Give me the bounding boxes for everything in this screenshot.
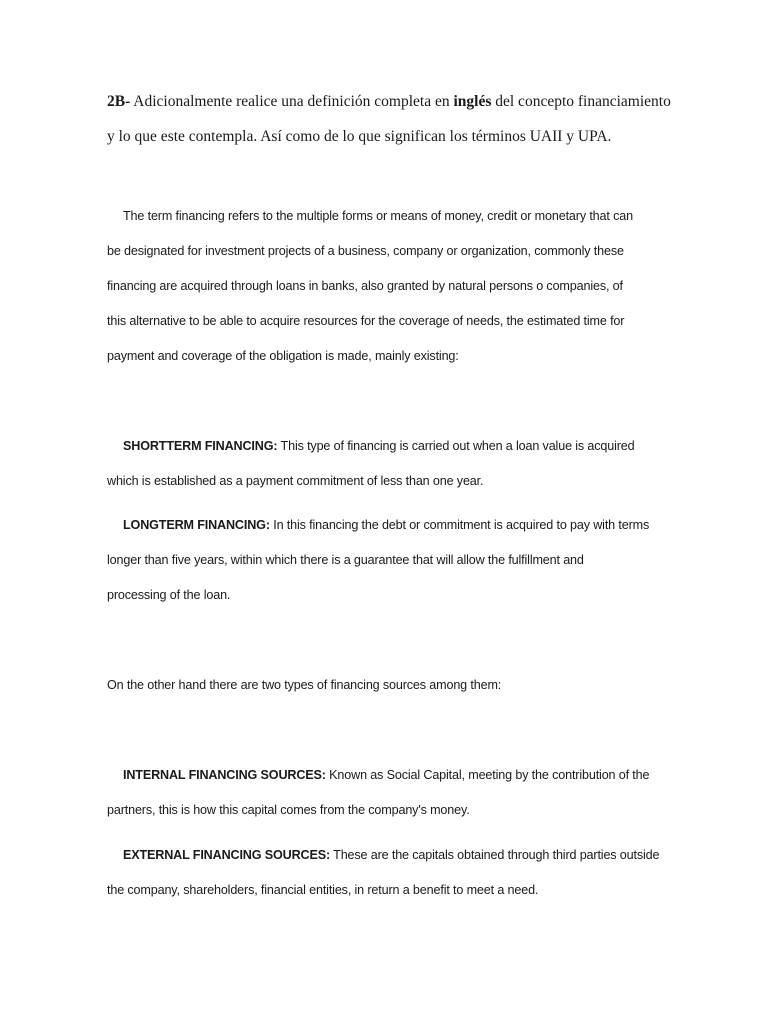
intro-line: this alternative to be able to acquire resources for the coverage of needs, the estimated time for [107, 314, 625, 328]
external-label: EXTERNAL FINANCING SOURCES: [123, 848, 331, 862]
emphasis-ingles: inglés [453, 93, 492, 110]
question-label: 2B- [107, 93, 131, 110]
longterm-label: LONGTERM FINANCING: [123, 518, 270, 532]
internal-line-2: partners, this is how this capital comes from the company's money. [107, 803, 470, 817]
shortterm-line-1: SHORTTERM FINANCING: This type of financing is carried out when a loan value is acquired [123, 439, 635, 453]
longterm-line-2: longer than five years, within which there is a guarantee that will allow the fulfillment and [107, 553, 584, 567]
question-line-2: y lo que este contempla. Así como de lo que significan los términos UAII y UPA. [107, 128, 612, 145]
external-line-2: the company, shareholders, financial entities, in return a benefit to meet a need. [107, 883, 539, 897]
intro-line: financing are acquired through loans in banks, also granted by natural persons o companies, of [107, 279, 623, 293]
longterm-line-1: LONGTERM FINANCING: In this financing the debt or commitment is acquired to pay with terms [123, 518, 650, 532]
question-line-1: 2B- Adicionalmente realice una definición completa en inglés del concepto financiamiento [107, 93, 671, 110]
sources-intro: On the other hand there are two types of financing sources among them: [107, 678, 502, 692]
internal-label: INTERNAL FINANCING SOURCES: [123, 768, 326, 782]
shortterm-line-2: which is established as a payment commitment of less than one year. [107, 474, 484, 488]
longterm-line-3: processing of the loan. [107, 588, 231, 602]
external-line-1: EXTERNAL FINANCING SOURCES: These are the capitals obtained through third parties outside [123, 848, 660, 862]
intro-line: The term financing refers to the multiple forms or means of money, credit or monetary that can [123, 209, 633, 223]
shortterm-label: SHORTTERM FINANCING: [123, 439, 278, 453]
internal-line-1: INTERNAL FINANCING SOURCES: Known as Social Capital, meeting by the contribution of the [123, 768, 650, 782]
intro-line: payment and coverage of the obligation is made, mainly existing: [107, 349, 459, 363]
intro-line: be designated for investment projects of a business, company or organization, commonly these [107, 244, 624, 258]
